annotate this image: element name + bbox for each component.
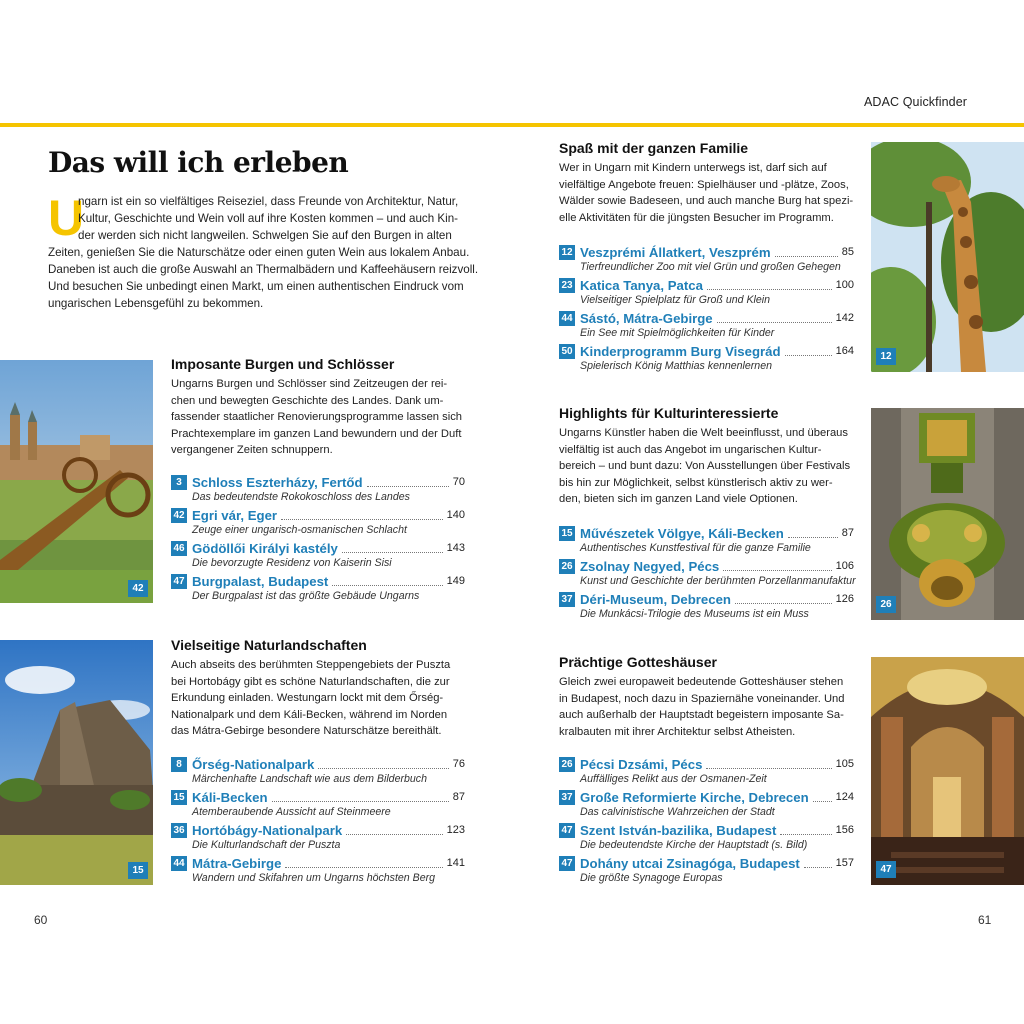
text-line: kralbauten mit ihrer Architektur selbst Atheisten. — [559, 725, 796, 738]
list-item[interactable] — [559, 854, 854, 887]
entry-description: Die Munkácsi-Trilogie des Museums ist ein Muss — [580, 608, 809, 620]
list-item[interactable] — [171, 755, 465, 788]
text-line: Erkundung einladen. Westungarn lockt mit dem Őrség- — [171, 692, 444, 705]
zsolnay-ceramic-photo — [871, 408, 1024, 620]
entry-description: Authentisches Kunstfestival für die ganze Familie — [580, 542, 811, 554]
text-line: Ungarns Burgen und Schlösser sind Zeitzeugen der rei- — [171, 378, 448, 390]
intro-line: der werden sich nicht langweilen. Schwelgen Sie auf den Burgen in alten — [78, 229, 452, 242]
entry-number: 47 — [171, 574, 187, 589]
entry-description: Das bedeutendste Rokokoschloss des Landes — [192, 491, 410, 503]
leader-dots — [723, 561, 831, 571]
entry-page: 87 — [452, 791, 465, 803]
entry-number: 42 — [171, 508, 187, 523]
entry-number: 12 — [559, 245, 575, 260]
entry-name[interactable]: Veszprémi Állatkert, Veszprém — [580, 244, 771, 260]
leader-dots — [775, 247, 838, 257]
intro-line: ngarn ist ein so vielfältiges Reiseziel, dass Freunde von Architektur, Natur, — [78, 195, 459, 208]
leader-dots — [281, 510, 443, 520]
section-text — [171, 376, 471, 459]
entry-name[interactable]: Szent István-bazilika, Budapest — [580, 822, 777, 838]
text-line: Wer in Ungarn mit Kindern unterwegs ist, darf sich auf — [559, 162, 827, 174]
intro-line: Zeiten, genießen Sie die Naturschätze oder einen guten Wein aus lokalem Anbau. — [48, 246, 470, 259]
entry-name[interactable]: Hortóbágy-Nationalpark — [192, 822, 343, 838]
text-line: Gleich zwei europaweit bedeutende Gotteshäuser stehen — [559, 676, 844, 688]
leader-dots — [804, 858, 832, 868]
entry-number: 46 — [171, 541, 187, 556]
list-item[interactable] — [559, 755, 854, 788]
text-line: bis hin zur Möglichkeit, selbst künstlerisch aktiv zu wer- — [559, 476, 833, 489]
list-item[interactable] — [559, 788, 854, 821]
entry-description: Märchenhafte Landschaft wie aus dem Bilderbuch — [192, 773, 427, 785]
castle-photo — [0, 360, 153, 603]
entry-description: Die Kulturlandschaft der Puszta — [192, 839, 341, 851]
entry-name[interactable]: Burgpalast, Budapest — [192, 573, 329, 589]
leader-dots — [318, 759, 448, 769]
entry-number: 47 — [559, 823, 575, 838]
entry-page: 105 — [835, 758, 854, 770]
section-culture — [559, 405, 859, 508]
entry-number: 44 — [171, 856, 187, 871]
section-nature — [171, 637, 471, 740]
drop-cap: U — [48, 190, 85, 246]
entry-page: 87 — [841, 527, 854, 539]
entry-name[interactable]: Káli-Becken — [192, 789, 268, 805]
text-line: vergangener Zeiten schnuppern. — [171, 444, 333, 457]
leader-dots — [346, 825, 442, 835]
entry-description: Die bevorzugte Residenz von Kaiserin Sisi — [192, 557, 392, 569]
section-text — [559, 425, 859, 508]
entry-name[interactable]: Große Reformierte Kirche, Debrecen — [580, 789, 809, 805]
entry-page: 85 — [841, 246, 854, 258]
entry-description: Die größte Synagoge Europas — [580, 872, 723, 884]
entry-list-castles — [171, 473, 465, 605]
entry-description: Der Burgpalast ist das größte Gebäude Ungarns — [192, 590, 420, 602]
leader-dots — [717, 313, 832, 323]
photo-badge: 47 — [876, 861, 896, 878]
section-title: Imposante Burgen und Schlösser — [171, 356, 395, 372]
page-number-right: 61 — [978, 913, 992, 927]
text-line: bei Hortobágy gibt es schöne Naturlandschaften, die zur — [171, 675, 450, 688]
list-item[interactable] — [171, 854, 465, 887]
entry-description: Wandern und Skifahren um Ungarns höchsten Berg — [192, 872, 436, 884]
entry-list-family — [559, 243, 854, 375]
intro-line: ungarischen Lebensgefühl zu bekommen. — [48, 297, 264, 310]
entry-number: 23 — [559, 278, 575, 293]
text-line: Prachtexemplare im ganzen Land bewundern und der Duft — [171, 427, 462, 440]
entry-page: 156 — [835, 824, 854, 836]
entry-name[interactable]: Déri-Museum, Debrecen — [580, 591, 731, 607]
entry-name[interactable]: Schloss Eszterházy, Fertőd — [192, 474, 363, 490]
entry-page: 123 — [446, 824, 465, 836]
text-line: Auch abseits des berühmten Steppengebiets der Puszta — [171, 659, 451, 671]
entry-name[interactable]: Katica Tanya, Patca — [580, 277, 703, 293]
list-item[interactable] — [171, 572, 465, 605]
intro-line: Kultur, Geschichte und Wein voll auf ihre Kosten kommen – und auch Kin- — [78, 212, 459, 225]
entry-number: 47 — [559, 856, 575, 871]
entry-page: 100 — [835, 279, 854, 291]
list-item[interactable] — [559, 342, 854, 375]
giraffe-photo — [871, 142, 1024, 372]
list-item[interactable] — [171, 788, 465, 821]
entry-description: Auffälliges Relikt aus der Osmanen-Zeit — [580, 773, 767, 785]
running-header: ADAC Quickfinder — [864, 95, 968, 109]
section-castles — [171, 356, 471, 459]
section-churches — [559, 654, 859, 740]
entry-number: 8 — [171, 757, 187, 772]
entry-list-culture — [559, 524, 854, 623]
text-line: elle Aktivitäten für die jüngsten Besucher im Programm. — [559, 211, 834, 224]
entry-page: 164 — [835, 345, 854, 357]
photo-badge: 12 — [876, 348, 896, 365]
entry-number: 15 — [171, 790, 187, 805]
text-line: auch außerhalb der Hauptstadt begeistern imposante Sa- — [559, 709, 844, 722]
entry-page: 149 — [446, 575, 465, 587]
entry-description: Tierfreundlicher Zoo mit viel Grün und großen Gehegen — [580, 261, 841, 273]
entry-name[interactable]: Egri vár, Eger — [192, 507, 278, 523]
section-title: Vielseitige Naturlandschaften — [171, 637, 367, 653]
leader-dots — [707, 280, 832, 290]
text-line: Wälder sowie Badeseen, und auch manche Burg hat spezi- — [559, 195, 854, 208]
basilica-interior-photo — [871, 657, 1024, 885]
entry-name[interactable]: Kinderprogramm Burg Visegrád — [580, 343, 781, 359]
entry-number: 26 — [559, 757, 575, 772]
entry-page: 126 — [835, 593, 854, 605]
entry-page: 157 — [835, 857, 854, 869]
text-line: das Mátra-Gebirge besondere Naturschätze bereithält. — [171, 725, 442, 738]
photo-badge: 26 — [876, 596, 896, 613]
text-line: vielfältige Angebote freuen: Spielhäuser und -plätze, Zoos, — [559, 178, 849, 191]
entry-page: 140 — [446, 509, 465, 521]
entry-page: 106 — [835, 560, 854, 572]
section-text — [559, 674, 859, 740]
page-number-left: 60 — [34, 913, 48, 927]
entry-number: 36 — [171, 823, 187, 838]
section-text — [559, 160, 859, 226]
section-title: Spaß mit der ganzen Familie — [559, 140, 749, 156]
entry-description: Ein See mit Spielmöglichkeiten für Kinder — [580, 327, 775, 339]
page-title: Das will ich erleben — [48, 146, 349, 179]
photo-badge: 42 — [128, 580, 148, 597]
intro-paragraph — [48, 190, 479, 312]
text-line: in Budapest, noch dazu in Spaziernähe voneinander. Und — [559, 692, 845, 705]
entry-number: 37 — [559, 790, 575, 805]
entry-description: Atemberaubende Aussicht auf Steinmeere — [192, 806, 391, 818]
text-line: fassender staatlicher Renovierungsprogramme lassen sich — [171, 411, 463, 424]
section-text — [171, 657, 471, 740]
entry-page: 142 — [835, 312, 854, 324]
entry-name[interactable]: Gödöllői Királyi kastély — [192, 540, 338, 556]
entry-page: 141 — [446, 857, 465, 869]
list-item[interactable] — [559, 276, 854, 309]
list-item[interactable] — [559, 557, 854, 590]
list-item[interactable] — [559, 309, 854, 342]
entry-description: Das calvinistische Wahrzeichen der Stadt — [580, 806, 775, 818]
text-line: den, bieten sich im ganzen Land viele Optionen. — [559, 493, 798, 506]
entry-name[interactable]: Művészetek Völgye, Káli-Becken — [580, 525, 784, 541]
leader-dots — [706, 759, 831, 769]
entry-number: 15 — [559, 526, 575, 541]
leader-dots — [272, 792, 449, 802]
leader-dots — [332, 576, 442, 586]
entry-description: Zeuge einer ungarisch-osmanischen Schlacht — [192, 524, 407, 536]
text-line: bereich – und bunt dazu: Von Ausstellungen über Festivals — [559, 460, 851, 473]
text-line: chen und bewegten Geschichte des Landes. Dank um- — [171, 394, 444, 407]
entry-page: 76 — [452, 758, 465, 770]
list-item[interactable] — [171, 539, 465, 572]
list-item[interactable] — [559, 524, 854, 557]
entry-number: 37 — [559, 592, 575, 607]
rock-landscape-photo — [0, 640, 153, 885]
leader-dots — [342, 543, 443, 553]
entry-number: 3 — [171, 475, 187, 490]
text-line: Nationalpark und dem Káli-Becken, während im Norden — [171, 708, 448, 721]
entry-list-churches — [559, 755, 854, 887]
section-title: Prächtige Gotteshäuser — [559, 654, 717, 670]
entry-description: Vielseitiger Spielplatz für Groß und Klein — [580, 294, 770, 306]
entry-list-nature — [171, 755, 465, 887]
section-family — [559, 140, 859, 226]
entry-description: Die bedeutendste Kirche der Hauptstadt (s. Bild) — [580, 839, 808, 851]
entry-name[interactable]: Mátra-Gebirge — [192, 855, 282, 871]
leader-dots — [285, 858, 442, 868]
leader-dots — [785, 346, 832, 356]
leader-dots — [813, 792, 832, 802]
entry-name[interactable]: Dohány utcai Zsinagóga, Budapest — [580, 855, 800, 871]
leader-dots — [788, 528, 838, 538]
list-item[interactable] — [171, 821, 465, 854]
list-item[interactable] — [559, 590, 854, 623]
entry-description: Kunst und Geschichte der berühmten Porzellanmanufaktur — [580, 575, 856, 587]
intro-line: Und besuchen Sie unbedingt einen Markt, um einen authentischen Eindruck vom — [48, 280, 464, 293]
list-item[interactable] — [171, 506, 465, 539]
header-rule — [0, 123, 1024, 127]
entry-description: Spielerisch König Matthias kennenlernen — [580, 360, 772, 372]
leader-dots — [735, 594, 832, 604]
entry-page: 70 — [452, 476, 465, 488]
entry-page: 124 — [835, 791, 854, 803]
intro-line: Daneben ist auch die große Auswahl an Thermalbädern und Kaffeehäusern reizvoll. — [48, 263, 479, 276]
text-line: vielfältig ist auch das Angebot im ungarischen Kultur- — [559, 443, 822, 456]
leader-dots — [367, 477, 449, 487]
entry-number: 50 — [559, 344, 575, 359]
entry-name[interactable]: Sástó, Mátra-Gebirge — [580, 310, 713, 326]
entry-number: 26 — [559, 559, 575, 574]
entry-name[interactable]: Zsolnay Negyed, Pécs — [580, 558, 720, 574]
leader-dots — [780, 825, 831, 835]
text-line: Ungarns Künstler haben die Welt beeinflusst, und überaus — [559, 427, 848, 439]
list-item[interactable] — [559, 243, 854, 276]
photo-badge: 15 — [128, 862, 148, 879]
entry-name[interactable]: Pécsi Dzsámi, Pécs — [580, 756, 703, 772]
list-item[interactable] — [171, 473, 465, 506]
section-title: Highlights für Kulturinteressierte — [559, 405, 779, 421]
entry-name[interactable]: Őrség-Nationalpark — [192, 756, 315, 772]
list-item[interactable] — [559, 821, 854, 854]
entry-page: 143 — [446, 542, 465, 554]
entry-number: 44 — [559, 311, 575, 326]
